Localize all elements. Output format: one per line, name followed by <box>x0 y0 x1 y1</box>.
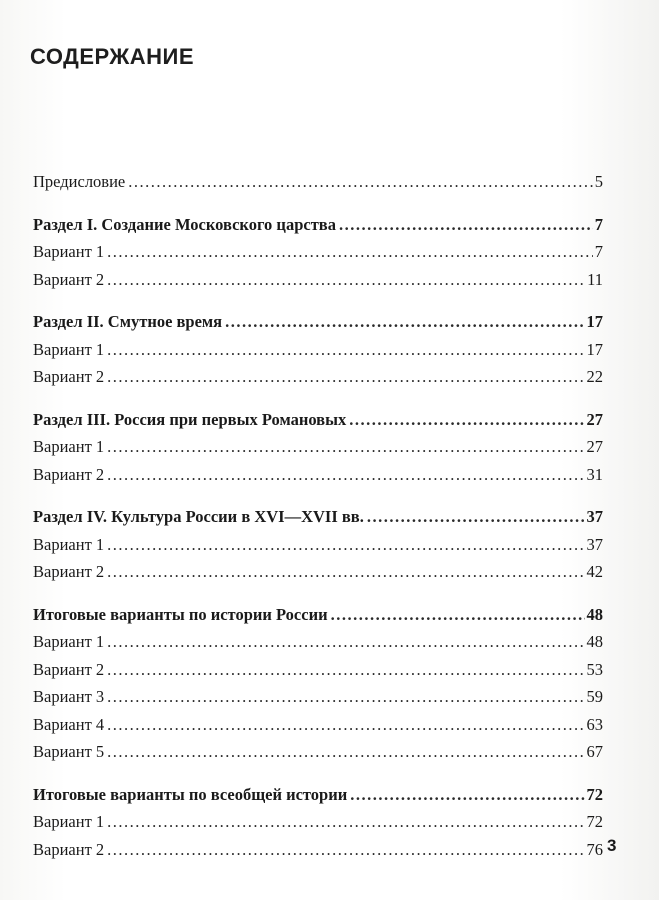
dot-leader <box>107 433 584 461</box>
toc-entry-page: 48 <box>586 632 603 651</box>
toc-entry-page: 42 <box>586 562 603 581</box>
toc-entry-page: 53 <box>586 659 603 679</box>
toc-entry-row <box>33 738 603 766</box>
toc-entry-row <box>33 336 603 364</box>
page-number: 3 <box>607 836 617 855</box>
toc-entry-label: Вариант 1 <box>33 339 105 359</box>
dot-leader <box>107 628 584 656</box>
toc-entry-row <box>33 558 603 586</box>
toc-section-title-row <box>33 308 603 336</box>
toc-entry-label: Вариант 3 <box>33 687 105 706</box>
toc-entry-page: 48 <box>586 604 603 624</box>
toc-entry-label: Раздел III. Россия при первых Романовых <box>33 409 347 429</box>
toc-entry-label: Раздел IV. Культура России в XVI—XVII вв. <box>33 507 364 526</box>
toc-entry-page: 17 <box>586 339 603 359</box>
toc-entry-row <box>33 168 603 196</box>
toc-entry-label: Вариант 2 <box>33 464 105 484</box>
dot-leader <box>350 781 584 809</box>
toc-section-title-row <box>33 601 603 629</box>
toc-section <box>33 781 603 864</box>
toc-entry-page: 17 <box>586 312 603 331</box>
dot-leader <box>349 406 584 434</box>
toc-entry-row <box>33 531 603 559</box>
dot-leader <box>367 503 585 531</box>
toc-section <box>33 503 603 586</box>
toc-entry-label: Итоговые варианты по всеобщей истории <box>33 784 348 804</box>
toc-section-title-row <box>33 503 603 531</box>
toc-section <box>33 406 603 489</box>
toc-entry-label: Вариант 1 <box>33 632 105 651</box>
toc-entry-page: 63 <box>586 714 603 734</box>
toc-entry-row <box>33 363 603 391</box>
toc-entry-row <box>33 433 603 461</box>
toc-entry-label: Раздел II. Смутное время <box>33 312 223 331</box>
toc-entry-row <box>33 711 603 739</box>
dot-leader <box>107 808 584 836</box>
dot-leader <box>107 738 584 766</box>
toc-entry-label: Вариант 1 <box>33 812 105 831</box>
toc-entry-label: Вариант 1 <box>33 437 105 456</box>
toc-entry-page: 37 <box>586 534 603 554</box>
toc-entry-row <box>33 266 603 294</box>
dot-leader <box>107 656 584 684</box>
dot-leader <box>107 266 585 294</box>
toc-entry-label: Вариант 2 <box>33 269 105 289</box>
toc-section-title-row <box>33 781 603 809</box>
toc-entry-page: 5 <box>594 172 603 191</box>
toc-entry-page: 72 <box>586 784 603 804</box>
toc-entry-page: 22 <box>586 367 603 386</box>
toc-entry-label: Вариант 1 <box>33 242 105 261</box>
toc-entry-page: 7 <box>594 242 603 261</box>
toc-entry-page: 27 <box>586 409 603 429</box>
dot-leader <box>107 336 584 364</box>
toc-entry-page: 67 <box>586 742 603 761</box>
toc-section <box>33 601 603 766</box>
toc-entry-label: Вариант 5 <box>33 742 105 761</box>
toc-entry-page: 76 <box>586 839 603 859</box>
dot-leader <box>331 601 585 629</box>
toc-entry-row <box>33 628 603 656</box>
toc-entry-label: Вариант 1 <box>33 534 105 554</box>
toc-entry-row <box>33 683 603 711</box>
table-of-contents <box>33 168 603 878</box>
toc-entry-row <box>33 808 603 836</box>
dot-leader <box>107 558 584 586</box>
dot-leader <box>107 461 584 489</box>
contents-heading: СОДЕРЖАНИЕ <box>30 44 195 69</box>
toc-section <box>33 168 603 196</box>
toc-entry-row <box>33 238 603 266</box>
toc-entry-page: 59 <box>586 687 603 706</box>
toc-entry-label: Вариант 4 <box>33 714 105 734</box>
toc-entry-row <box>33 836 603 864</box>
toc-entry-label: Вариант 2 <box>33 839 105 859</box>
toc-entry-label: Предисловие <box>33 172 126 191</box>
toc-entry-page: 27 <box>586 437 603 456</box>
toc-entry-label: Вариант 2 <box>33 367 105 386</box>
toc-entry-label: Раздел I. Создание Московского царства <box>33 214 336 234</box>
toc-section <box>33 211 603 294</box>
toc-entry-label: Итоговые варианты по истории России <box>33 604 328 624</box>
dot-leader <box>107 238 593 266</box>
dot-leader <box>128 168 593 196</box>
toc-entry-row <box>33 461 603 489</box>
toc-entry-label: Вариант 2 <box>33 562 105 581</box>
toc-entry-page: 11 <box>587 269 603 289</box>
dot-leader <box>225 308 584 336</box>
toc-entry-row <box>33 656 603 684</box>
dot-leader <box>107 711 584 739</box>
dot-leader <box>107 363 584 391</box>
dot-leader <box>107 836 584 864</box>
toc-entry-page: 7 <box>594 214 603 234</box>
toc-entry-page: 72 <box>586 812 603 831</box>
toc-section-title-row <box>33 406 603 434</box>
toc-entry-label: Вариант 2 <box>33 659 105 679</box>
dot-leader <box>339 211 593 239</box>
toc-entry-page: 37 <box>586 507 603 526</box>
toc-section-title-row <box>33 211 603 239</box>
toc-section <box>33 308 603 391</box>
dot-leader <box>107 531 584 559</box>
dot-leader <box>107 683 584 711</box>
toc-entry-page: 31 <box>586 464 603 484</box>
